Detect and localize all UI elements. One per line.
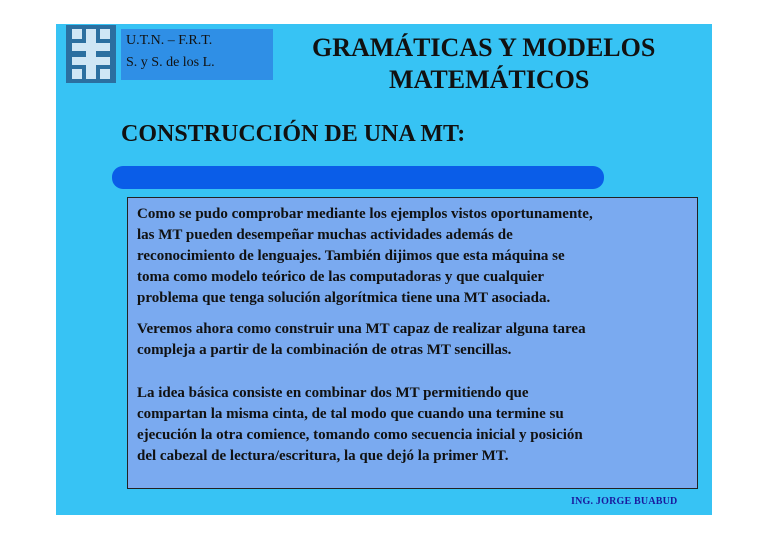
paragraph-3-line: La idea básica consiste en combinar dos MT permitiendo que bbox=[137, 385, 529, 401]
paragraph-3-line: compartan la misma cinta, de tal modo que cuando una termine su bbox=[137, 406, 564, 422]
slide-title-line-2: MATEMÁTICOS bbox=[389, 65, 590, 94]
institution-line-2: S. y S. de los L. bbox=[126, 55, 215, 70]
paragraph-3 bbox=[137, 383, 697, 467]
utn-logo-icon bbox=[66, 25, 116, 83]
slide-title-line-1: GRAMÁTICAS Y MODELOS bbox=[312, 33, 656, 62]
paragraph-2-line: compleja a partir de la combinación de otras MT sencillas. bbox=[137, 342, 512, 358]
paragraph-1-line: las MT pueden desempeñar muchas actividades además de bbox=[137, 227, 513, 243]
divider-bar bbox=[112, 166, 604, 189]
paragraph-1-line: Como se pudo comprobar mediante los ejemplos vistos oportunamente, bbox=[137, 206, 593, 222]
paragraph-1-line: problema que tenga solución algorítmica tiene una MT asociada. bbox=[137, 290, 551, 306]
paragraph-1 bbox=[137, 204, 697, 309]
paragraph-2 bbox=[137, 319, 697, 361]
paragraph-1-line: reconocimiento de lenguajes. También dijimos que esta máquina se bbox=[137, 248, 565, 264]
paragraph-3-line: ejecución la otra comience, tomando como secuencia inicial y posición bbox=[137, 427, 583, 443]
institution-line-1: U.T.N. – F.R.T. bbox=[126, 33, 213, 48]
author-footer: ING. JORGE BUABUD bbox=[571, 496, 678, 507]
paragraph-3-line: del cabezal de lectura/escritura, la que dejó la primer MT. bbox=[137, 448, 509, 464]
section-heading: CONSTRUCCIÓN DE UNA MT: bbox=[121, 121, 466, 147]
paragraph-2-line: Veremos ahora como construir una MT capaz de realizar alguna tarea bbox=[137, 321, 586, 337]
paragraph-1-line: toma como modelo teórico de las computadoras y que cualquier bbox=[137, 269, 545, 285]
